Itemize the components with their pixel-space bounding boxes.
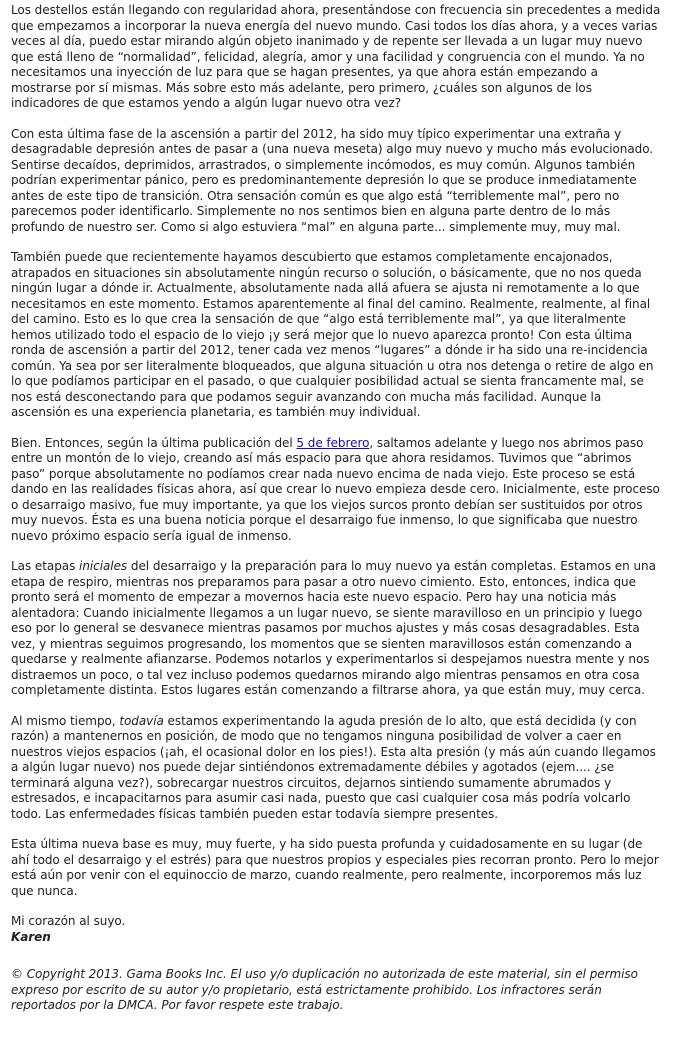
paragraph-encajonados: También puede que recientemente hayamos descubierto que estamos completamente encajonados, atrapados en situaciones sin absolutamente ningún recurso o solución, o básicamente, que no nos queda ningún lugar a dónde ir. Actualmente, absolutamente nada allá afuera se ajusta ni remotamente a lo que necesitamos en este momento. Estamos aparentemente al final del camino. Realmente, realmente, al final del camino. Esto es lo que crea la sensación de que “algo está terriblemente mal”, ya que literalmente hemos utilizado todo el espacio de lo viejo ¡y será mejor que lo nuevo aparezca pronto! Con esta última ronda de ascensión a partir del 2012, tener cada vez menos “lugares” a dónde ir ha sido una re-incidencia común. Ya sea por ser literalmente bloqueados, que alguna situación u otra nos detenga o retire de algo en lo que podíamos participar en el pasado, o que cualquier posibilidad actual se sienta francamente mal, se nos está desconectando para que podamos seguir avanzando con mucha más facilidad. Aunque la ascensión es una experiencia planetaria, es también muy individual. bbox=[11, 250, 654, 419]
paragraph-text: , saltamos adelante y luego nos abrimos paso entre un montón de lo viejo, creando así más espacio para que ahora residamos. Tuvimos que “abrimos paso” porque absolutamente no podíamos crear nada nuevo encima de nada viejo. Este proceso se está dando en las realidades físicas ahora, así que crear lo nuevo empieza desde cero. Inicialmente, este proceso o desarraigo masivo, fue muy importante, ya que los viejos surcos pronto debían ser sustituidos por otros muy nuevos. Ésta es una buena noticia porque el desarraigo fue inmenso, lo que significaba que nuestro nuevo próximo espacio sería igual de inmenso. bbox=[11, 435, 660, 543]
paragraph-presion bbox=[11, 714, 661, 823]
paragraph-text: Al mismo tiempo, bbox=[11, 713, 120, 728]
paragraph-nueva-base: Esta última nueva base es muy, muy fuerte, y ha sido puesta profunda y cuidadosamente en su lugar (de ahí todo el desarraigo y el estrés) para que nuestros propios y especiales pies recorran pronto. Pero lo mejor está aún por venir con el equinoccio de marzo, cuando realmente, pero realmente, incorporemos más luz que nunca. bbox=[11, 837, 659, 898]
paragraph-text: estamos experimentando la aguda presión de lo alto, que está decidida (y con razón) a mantenernos en posición, de modo que no tengamos ninguna posibilidad de volver a caer en nuestros viejos espacios (¡ah, el ocasional dolor en los pies!). Esta alta presión (y más aún cuando llegamos a algún lugar nuevo) nos puede dejar sintiéndonos extremadamente débiles y agotados (ejem.... ¿se terminará alguna vez?), sobrecargar nuestros circuitos, dejarnos sintiendo sumamente abrumados y estresados, e incapacitarnos para asumir casi nada, puesto que casi cualquier cosa más podría volcarlo todo. Las enfermedades físicas también pueden estar todavía siempre presentes. bbox=[11, 713, 656, 821]
emphasis-iniciales: iniciales bbox=[79, 559, 128, 573]
link-5-de-febrero[interactable]: 5 de febrero bbox=[296, 435, 370, 450]
signature-closing: Mi corazón al suyo. bbox=[11, 914, 126, 928]
paragraph-etapas bbox=[11, 559, 661, 699]
copyright-notice: © Copyright 2013. Gama Books Inc. El uso y/o duplicación no autorizada de este material, sin el permiso expreso por escrito de su autor y/o propietario, está estrictamente prohibido. Los infractores serán reportados por la DMCA. Por favor respete este trabajo. bbox=[11, 967, 638, 1012]
emphasis-todavia: todavía bbox=[119, 713, 164, 728]
paragraph-destellos: Los destellos están llegando con regularidad ahora, presentándose con frecuencia sin precedentes a medida que empezamos a incorporar la nueva energía del nuevo mundo. Casi todos los días ahora, y a veces varias veces al día, puedo estar mirando algún objeto inanimado y de repente ser llevada a un lugar muy nuevo que está lleno de “normalidad”, felicidad, alegría, amor y una facilidad y congruencia con el mundo. Ya no necesitamos una inyección de luz para que se hagan presentes, ya que ahora están empezando a mostrarse por sí mismas. Más sobre esto más adelante, pero primero, ¿cuáles son algunos de los indicadores de que estamos yendo a algún lugar nuevo otra vez? bbox=[11, 3, 661, 110]
paragraph-text: del desarraigo y la preparación para lo muy nuevo ya están completas. Estamos en una etapa de respiro, mientras nos preparamos para pasar a otro nuevo cimiento. Esto, entonces, indica que pronto será el momento de empezar a movernos hacia este nuevo espacio. Pero hay una noticia más alentadora: Cuando inicialmente llegamos a un lugar nuevo, se siente maravilloso en un principio y luego eso por lo general se desvanece mientras pasamos por muchos ajustes y más cosas desagradables. Esta vez, y mientras seguimos progresando, los momentos que se sienten maravillosos están comenzando a quedarse y realmente afianzarse. Podemos notarlos y experimentarlos si despejamos nuestra mente y nos distraemos un poco, o tal vez incluso podemos quedarnos mirando algo mientras pensamos en otra cosa completamente distinta. Estos lugares están comenzando a filtrarse ahora, ya que están muy, muy cerca. bbox=[11, 559, 656, 697]
paragraph-text: Las etapas bbox=[11, 559, 80, 573]
paragraph-desarraigo bbox=[11, 436, 661, 545]
paragraph-text: Bien. Entonces, según la última publicación del bbox=[11, 435, 297, 450]
article-body bbox=[11, 3, 661, 1029]
signature-block bbox=[11, 914, 661, 945]
paragraph-depresion: Con esta última fase de la ascensión a partir del 2012, ha sido muy típico experimentar una extraña y desagradable depresión antes de pasar a (una nueva meseta) algo muy nuevo y mucho más evolucionado. Sentirse decaídos, deprimidos, arrastrados, o simplemente incómodos, es muy común. Algunos también podrían experimentar pánico, pero es predominantemente depresión lo que se produce inmediatamente antes de este tipo de transición. Otra sensación común es que algo está “terriblemente mal”, pero no parecemos poder identificarlo. Simplemente no nos sentimos bien en alguna parte dentro de lo más profundo de nuestro ser. Como si algo estuviera “mal” en alguna parte... simplemente muy, muy mal. bbox=[11, 126, 654, 234]
signature-author: Karen bbox=[11, 929, 51, 944]
